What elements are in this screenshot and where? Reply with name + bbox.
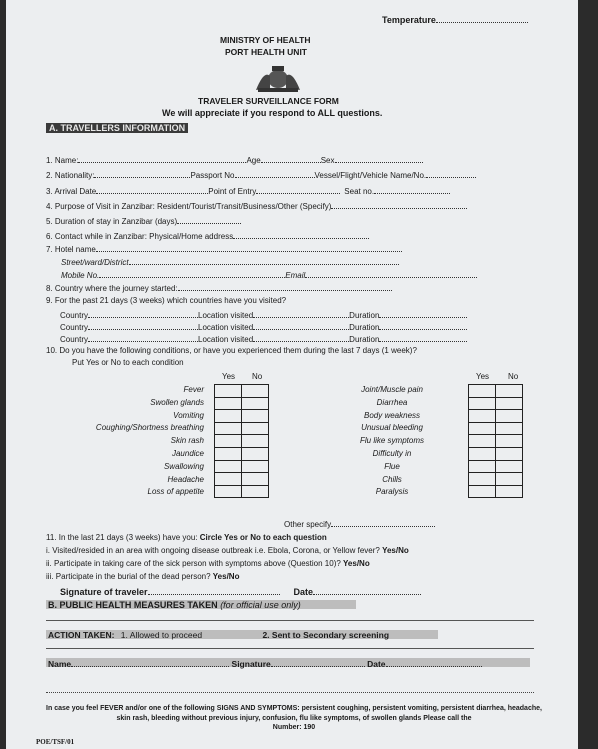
q11-iii[interactable]: iii. Participate in the burial of the dead person? Yes/No <box>46 572 240 581</box>
option-secondary-screening[interactable]: 2. Sent to Secondary screening <box>262 630 390 640</box>
dotted-divider <box>46 692 534 693</box>
q3-row[interactable]: 3. Arrival Date Point of Entry Seat no. <box>46 185 450 196</box>
grid-row[interactable] <box>469 485 523 498</box>
yes-cell[interactable] <box>469 385 496 398</box>
no-cell[interactable] <box>496 410 523 423</box>
yes-cell[interactable] <box>215 473 242 486</box>
q1-row[interactable]: 1. Name: Age Sex <box>46 154 423 165</box>
no-cell[interactable] <box>242 460 269 473</box>
right-no-header: No <box>508 372 519 381</box>
traveler-signature-row[interactable]: Signature of traveler Date <box>60 586 421 597</box>
other-specify-field[interactable]: Other specify <box>284 518 435 529</box>
coat-of-arms-icon <box>250 62 306 94</box>
grid-row[interactable] <box>469 397 523 410</box>
left-yes-header: Yes <box>222 372 236 381</box>
condition-swollen-glands: Swollen glands <box>150 397 204 407</box>
right-conditions-grid[interactable] <box>468 384 523 498</box>
yes-cell[interactable] <box>469 447 496 460</box>
official-signature-row[interactable]: Name Signature Date <box>48 658 482 669</box>
no-cell[interactable] <box>242 397 269 410</box>
divider-line <box>46 648 534 649</box>
condition-difficulty-in: Difficulty in <box>372 448 412 458</box>
temperature-field[interactable]: Temperature <box>382 14 528 25</box>
condition-jaundice: Jaundice <box>171 448 204 458</box>
grid-row[interactable] <box>215 485 269 498</box>
left-conditions-grid[interactable] <box>214 384 269 498</box>
condition-coughing: Coughing/Shortness breathing <box>95 423 204 433</box>
yes-cell[interactable] <box>215 447 242 460</box>
q7-street-row[interactable]: Street/ward/District <box>61 256 399 267</box>
grid-row[interactable] <box>469 435 523 448</box>
q2-row[interactable]: 2. Nationality: Passport No Vessel/Flight/Vehicle Name/No. <box>46 169 476 180</box>
grid-row[interactable] <box>469 410 523 423</box>
yes-cell[interactable] <box>215 485 242 498</box>
condition-unusual-bleeding: Unusual bleeding <box>361 423 423 433</box>
condition-swallowing: Swallowing <box>163 461 204 471</box>
no-cell[interactable] <box>496 485 523 498</box>
q5-row[interactable]: 5. Duration of stay in Zanzibar (days) <box>46 215 241 226</box>
condition-flue: Flue <box>384 461 400 471</box>
section-b-title: B. PUBLIC HEALTH MEASURES TAKEN (for official use only) <box>48 600 301 610</box>
q6-row[interactable]: 6. Contact while in Zanzibar: Physical/Home address <box>46 230 369 241</box>
appeal-text: We will appreciate if you respond to ALL questions. <box>162 108 383 118</box>
no-cell[interactable] <box>242 422 269 435</box>
form-code: POE/TSF/01 <box>36 738 75 746</box>
grid-row[interactable] <box>215 422 269 435</box>
no-cell[interactable] <box>242 447 269 460</box>
no-cell[interactable] <box>496 447 523 460</box>
q9-question: 9. For the past 21 days (3 weeks) which countries have you visited? <box>46 296 287 305</box>
q10-question: 10. Do you have the following conditions, or have you experienced them during the last 7 days (1 week)? <box>46 346 417 355</box>
grid-row[interactable] <box>469 460 523 473</box>
grid-row[interactable] <box>469 385 523 398</box>
no-cell[interactable] <box>496 460 523 473</box>
condition-skin-rash: Skin rash <box>170 436 204 446</box>
no-cell[interactable] <box>496 435 523 448</box>
grid-row[interactable] <box>215 435 269 448</box>
footer-notice: In case you feel FEVER and/or one of the following SIGNS AND SYMPTOMS: persistent coughing, persistent vomiting, persistent diarrhea, headache, skin rash, bleeding without previous injury, confusion, flu like symptoms, of swollen glands Please call the Number: 190 <box>46 705 542 731</box>
yes-cell[interactable] <box>469 397 496 410</box>
left-no-header: No <box>252 372 263 381</box>
q11-ii[interactable]: ii. Participate in taking care of the sick person with symptoms above (Question 10)? Yes/No <box>46 559 370 568</box>
condition-loss-of-appetite: Loss of appetite <box>147 487 204 497</box>
ministry-title: MINISTRY OF HEALTH <box>220 35 311 45</box>
condition-vomiting: Vomiting <box>173 410 204 420</box>
yes-cell[interactable] <box>469 460 496 473</box>
unit-title: PORT HEALTH UNIT <box>225 47 308 57</box>
q8-row[interactable]: 8. Country where the journey started: <box>46 282 392 293</box>
grid-row[interactable] <box>215 410 269 423</box>
q4-row[interactable]: 4. Purpose of Visit in Zanzibar: Resident/Tourist/Transit/Business/Other (Specify) <box>46 200 467 211</box>
grid-row[interactable] <box>215 397 269 410</box>
divider-line <box>46 620 534 621</box>
grid-row[interactable] <box>215 447 269 460</box>
q9-row-1[interactable]: Country Location visited Duration <box>60 309 467 320</box>
q9-row-3[interactable]: Country Location visited Duration <box>60 333 467 344</box>
yes-cell[interactable] <box>215 422 242 435</box>
grid-row[interactable] <box>215 460 269 473</box>
yes-cell[interactable] <box>469 435 496 448</box>
q9-row-2[interactable]: Country Location visited Duration <box>60 321 467 332</box>
grid-row[interactable] <box>215 385 269 398</box>
condition-headache: Headache <box>167 474 204 484</box>
yes-cell[interactable] <box>469 473 496 486</box>
left-conditions-list <box>60 384 204 499</box>
condition-diarrhea: Diarrhea <box>376 397 408 407</box>
no-cell[interactable] <box>496 385 523 398</box>
right-yes-header: Yes <box>476 372 490 381</box>
yes-cell[interactable] <box>215 410 242 423</box>
yes-cell[interactable] <box>469 410 496 423</box>
no-cell[interactable] <box>242 385 269 398</box>
no-cell[interactable] <box>242 410 269 423</box>
yes-cell[interactable] <box>215 397 242 410</box>
form-page <box>6 0 578 749</box>
right-conditions-list <box>340 384 444 499</box>
q7-mobile-row[interactable]: Mobile No. Email <box>61 269 477 280</box>
condition-body-weakness: Body weakness <box>363 410 421 420</box>
option-allowed-to-proceed[interactable]: 1. Allowed to proceed <box>120 630 203 640</box>
q7-hotel-row[interactable]: 7. Hotel name <box>46 243 402 254</box>
grid-row[interactable] <box>215 473 269 486</box>
no-cell[interactable] <box>496 397 523 410</box>
condition-paralysis: Paralysis <box>375 487 409 497</box>
q11-i[interactable]: i. Visited/resided in an area with ongoing disease outbreak i.e. Ebola, Corona, or Yellow fever? Yes/No <box>46 546 409 555</box>
yes-cell[interactable] <box>469 422 496 435</box>
q10-instruction: Put Yes or No to each condition <box>72 358 184 367</box>
grid-row[interactable] <box>469 422 523 435</box>
no-cell[interactable] <box>496 473 523 486</box>
condition-joint-muscle-pain: Joint/Muscle pain <box>361 385 423 394</box>
section-a-title: A. TRAVELLERS INFORMATION <box>46 123 188 133</box>
grid-row[interactable] <box>469 447 523 460</box>
form-title: TRAVELER SURVEILLANCE FORM <box>198 96 339 106</box>
no-cell[interactable] <box>242 473 269 486</box>
no-cell[interactable] <box>496 422 523 435</box>
condition-fever: Fever <box>183 385 204 394</box>
no-cell[interactable] <box>242 485 269 498</box>
condition-flu-like-symptoms: Flu like symptoms <box>359 436 424 446</box>
yes-cell[interactable] <box>215 435 242 448</box>
condition-chills: Chills <box>382 474 402 484</box>
grid-row[interactable] <box>469 473 523 486</box>
yes-cell[interactable] <box>469 485 496 498</box>
q11-question: 11. In the last 21 days (3 weeks) have you: Circle Yes or No to each question <box>46 533 327 542</box>
yes-cell[interactable] <box>215 460 242 473</box>
action-taken-row[interactable]: ACTION TAKEN: 1. Allowed to proceed 2. Sent to Secondary screening <box>48 630 390 640</box>
no-cell[interactable] <box>242 435 269 448</box>
yes-cell[interactable] <box>215 385 242 398</box>
